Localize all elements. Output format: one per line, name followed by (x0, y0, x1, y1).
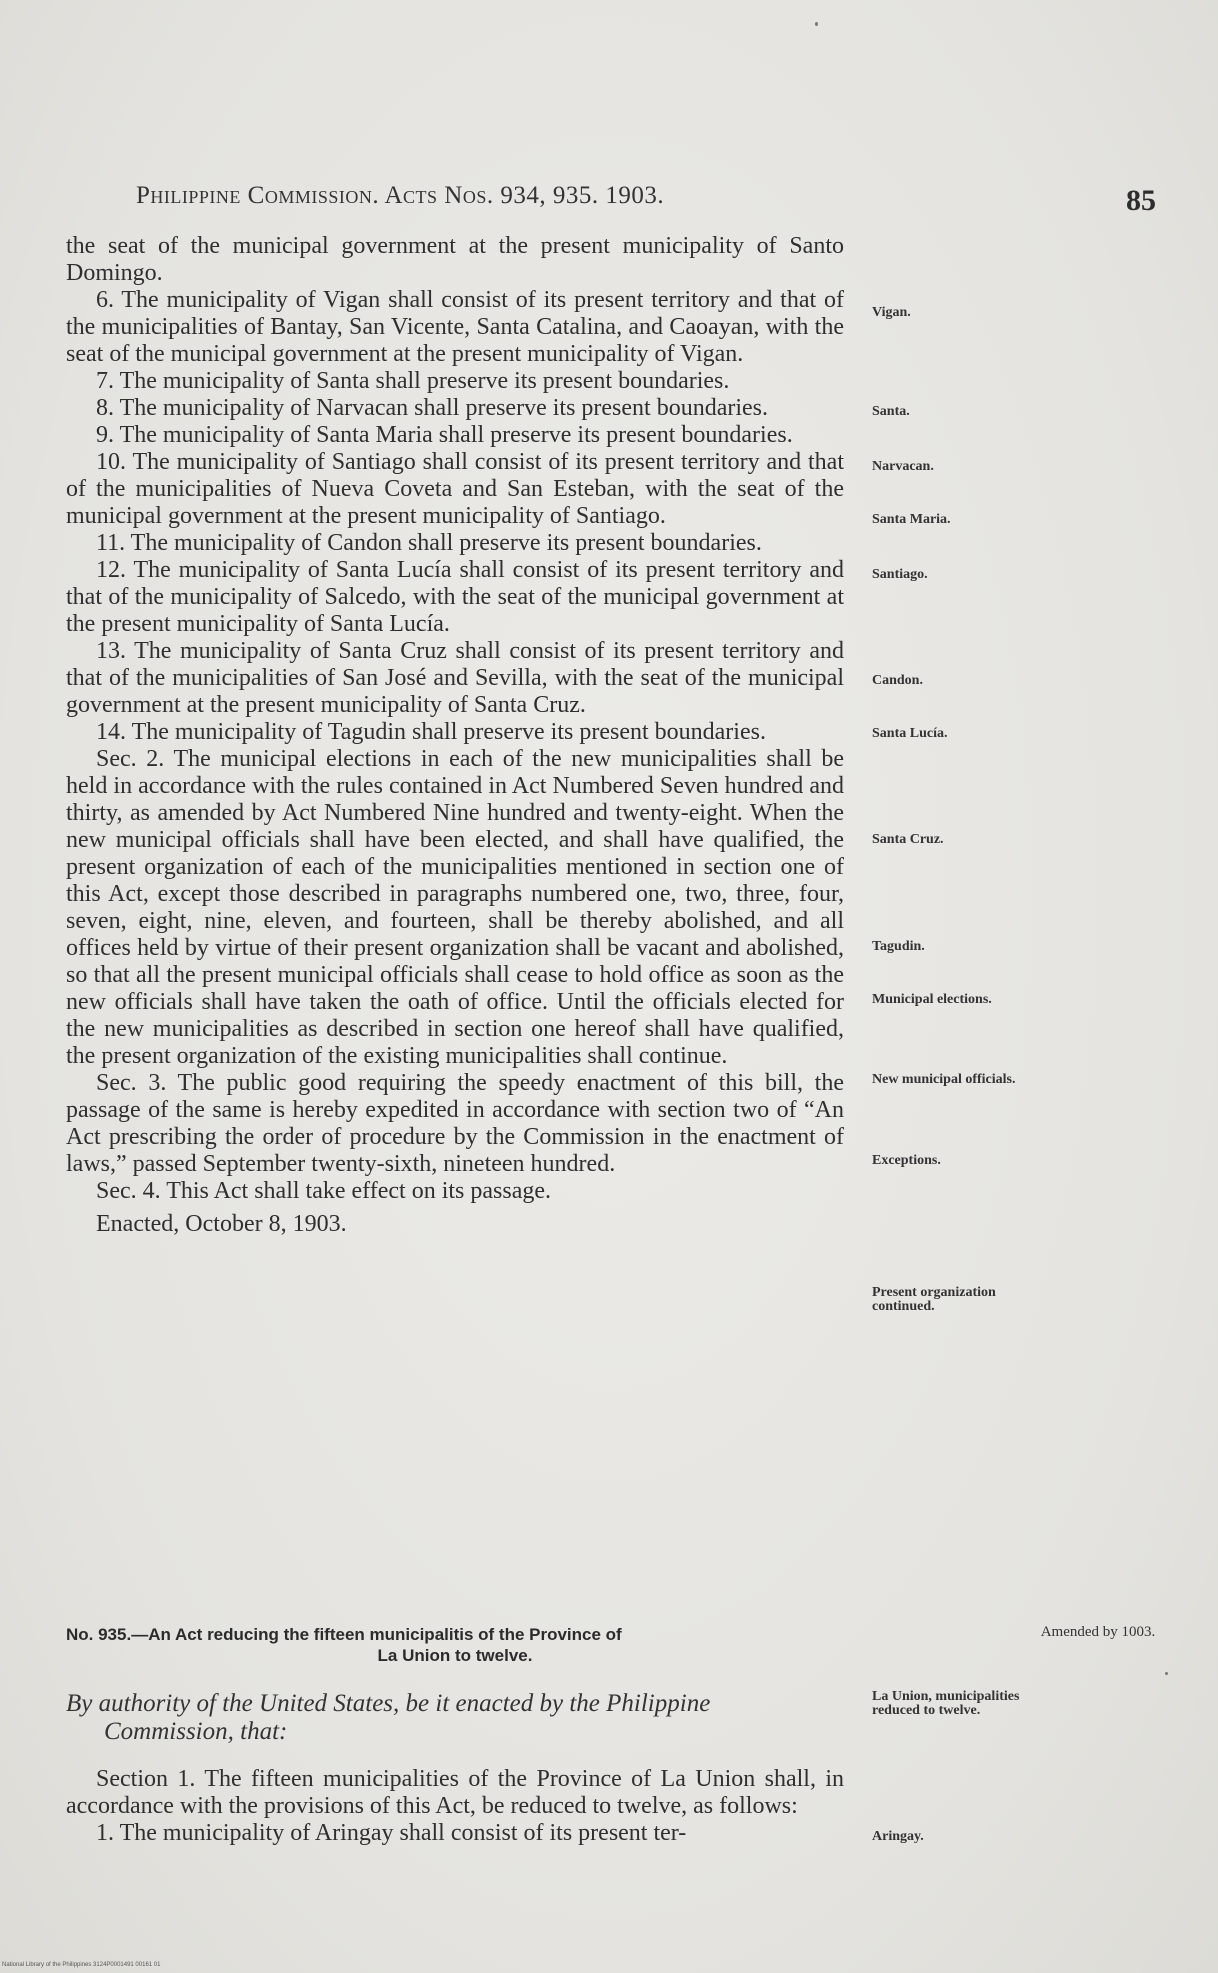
margin-note: Vigan. (872, 305, 911, 320)
paragraph-item-14: 14. The municipality of Tagudin shall preserve its present boundaries. (96, 719, 766, 745)
margin-note: Tagudin. (872, 939, 925, 954)
enacting-line-1: By authority of the United States, be it enacted by the Philippine (66, 1690, 711, 1717)
margin-note: Santa Maria. (872, 512, 951, 527)
paragraph-item-6: 6. The municipality of Vigan shall consist of its present territory and that of the municipalities of Bantay, San Vicente, Santa Catalina, and Caoayan, with the seat of the municipal government at the present municipality of Vigan. (66, 287, 844, 367)
amended-note: Amended by 1003. (1040, 1624, 1156, 1640)
enacting-clause (66, 1690, 844, 1746)
margin-note: Santa. (872, 404, 910, 419)
paragraph-section-3: Sec. 3. The public good requiring the speedy enactment of this bill, the passage of the same is hereby expedited in accordance with section two of “An Act prescribing the order of procedure by the Commission in the enactment of laws,” passed September twenty-sixth, nineteen hundred. (66, 1070, 844, 1177)
paragraph-section-4: Sec. 4. This Act shall take effect on its passage. (96, 1178, 552, 1204)
page-number: 85 (1126, 184, 1156, 217)
section-1-item-1: 1. The municipality of Aringay shall consist of its present ter- (96, 1820, 687, 1846)
margin-note: New municipal officials. (872, 1072, 1016, 1087)
margin-note: Aringay. (872, 1829, 924, 1844)
act-title-line-1: No. 935.—An Act reducing the fifteen municipalitis of the Province of (66, 1625, 622, 1644)
paragraph-item-7: 7. The municipality of Santa shall preserve its present boundaries. (96, 368, 730, 394)
paragraph-item-10: 10. The municipality of Santiago shall consist of its present territory and that of the municipalities of Nueva Coveta and San Esteban, with the seat of the municipal government at the present municipality of Santiago. (66, 449, 844, 529)
paragraph-section-2: Sec. 2. The municipal elections in each of the new municipalities shall be held in accordance with the rules contained in Act Numbered Seven hundred and thirty, as amended by Act Numbered Nine hundred and twenty-eight. When the new municipal officials shall have been elected, and shall have qualified, the present organization of each of the municipalities mentioned in section one of this Act, except those described in paragraphs numbered one, two, three, four, seven, eight, nine, eleven, and fourteen, shall be thereby abolished, and all offices held by virtue of their present organization shall be vacant and abolished, so that all the present municipal officials shall cease to hold office as soon as the new officials shall have taken the oath of office. Until the officials elected for the new municipalities as described in section one hereof shall have qualified, the present organization of the existing municipalities shall continue. (66, 746, 844, 1069)
margin-note: Santiago. (872, 567, 928, 582)
paragraph-continuation: the seat of the municipal government at the present municipality of Santo Domingo. (66, 233, 844, 286)
paragraph-item-12: 12. The municipality of Santa Lucía shall consist of its present territory and that of the municipality of Salcedo, with the seat of the municipal government at the present municipality of Santa Lucía. (66, 557, 844, 637)
act-title-line-2: La Union to twelve. (377, 1646, 533, 1665)
enacted-date: Enacted, October 8, 1903. (96, 1211, 347, 1237)
margin-note: La Union, municipalities reduced to twelve. (872, 1689, 1020, 1718)
margin-note: Narvacan. (872, 459, 934, 474)
scan-speck (1165, 1672, 1168, 1675)
paragraph-item-9: 9. The municipality of Santa Maria shall preserve its present boundaries. (96, 422, 793, 448)
body-text (66, 233, 844, 1238)
paragraph-item-11: 11. The municipality of Candon shall preserve its present boundaries. (96, 530, 762, 556)
page-header (136, 182, 1156, 222)
scan-speck (815, 22, 818, 26)
running-head: Philippine Commission. Acts Nos. 934, 935. 1903. (136, 182, 665, 209)
margin-note: Exceptions. (872, 1153, 941, 1168)
margin-note: Present organization continued. (872, 1285, 996, 1314)
paragraph-item-8: 8. The municipality of Narvacan shall preserve its present boundaries. (96, 395, 769, 421)
margin-note: Santa Cruz. (872, 832, 944, 847)
scan-footer: National Library of the Philippines 3124P0001491 00161 01 (2, 1962, 161, 1968)
act-935-section-1 (66, 1766, 844, 1847)
act-935-title (66, 1624, 844, 1666)
paragraph-item-13: 13. The municipality of Santa Cruz shall consist of its present territory and that of the municipalities of San José and Sevilla, with the seat of the municipal government at the present municipality of Santa Cruz. (66, 638, 844, 718)
enacting-line-2: Commission, that: (104, 1718, 288, 1745)
margin-note: Municipal elections. (872, 992, 992, 1007)
margin-note: Santa Lucía. (872, 726, 948, 741)
section-1-text: Section 1. The fifteen municipalities of the Province of La Union shall, in accordance with the provisions of this Act, be reduced to twelve, as follows: (66, 1766, 844, 1819)
margin-note: Candon. (872, 673, 923, 688)
